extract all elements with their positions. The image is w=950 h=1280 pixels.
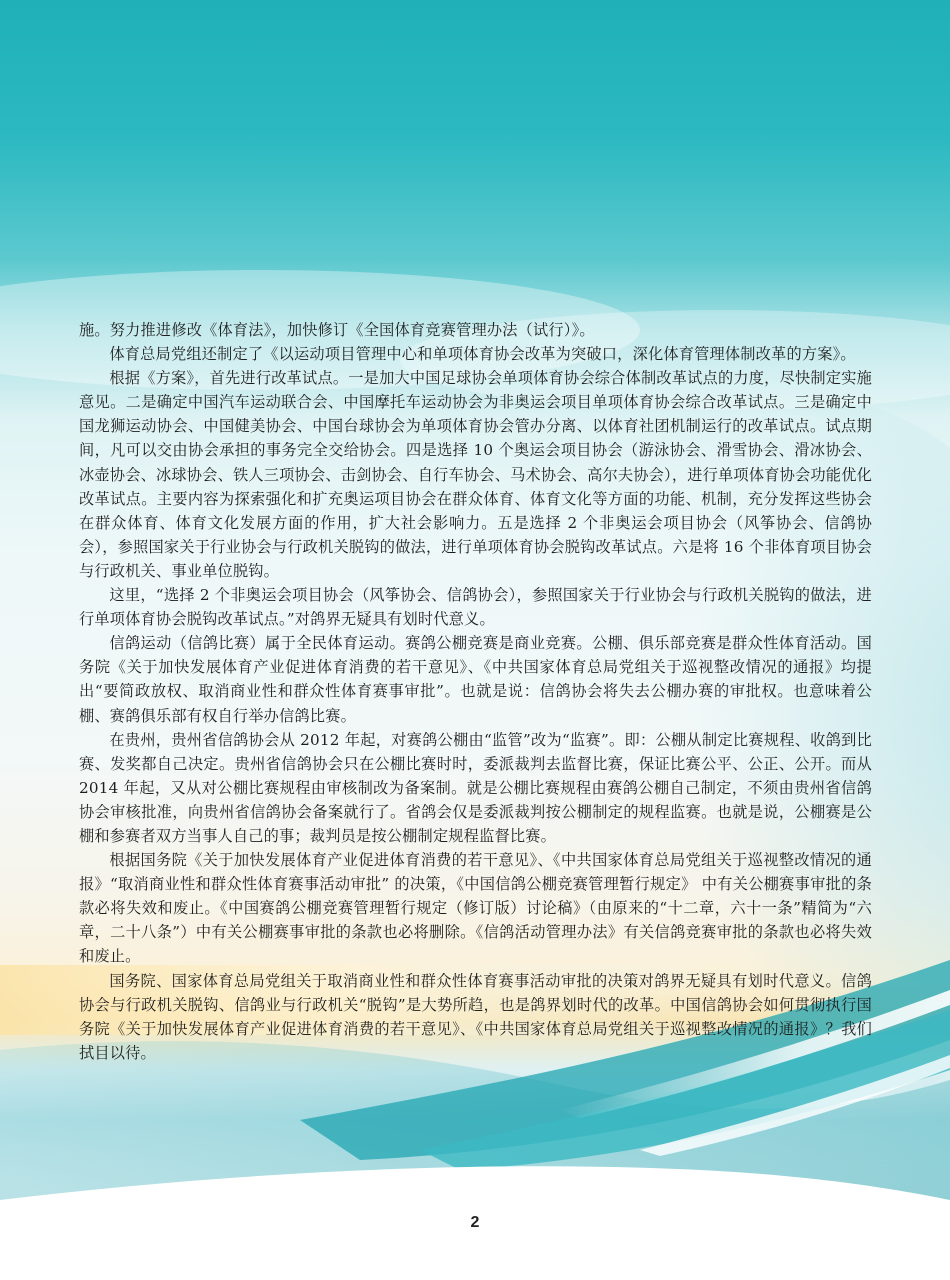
paragraph: 信鸽运动（信鸽比赛）属于全民体育运动。赛鸽公棚竞赛是商业竞赛。公棚、俱乐部竞赛是群众性体育活动。国务院《关于加快发展体育产业促进体育消费的若干意见》、《中共国家体育总局党组关于巡视整改情况的通报》均提出“要简政放权、取消商业性和群众性体育赛事审批”。也就是说：信鸽协会将失去公棚办赛的审批权。也意味着公棚、赛鸽俱乐部有权自行举办信鸽比赛。 bbox=[79, 634, 872, 725]
paragraph: 施。努力推进修改《体育法》，加快修订《全国体育竞赛管理办法（试行）》。 bbox=[79, 321, 595, 339]
page-number: 2 bbox=[470, 1214, 480, 1231]
paragraph: 根据国务院《关于加快发展体育产业促进体育消费的若干意见》、《中共国家体育总局党组关于巡视整改情况的通报》“取消商业性和群众性体育赛事活动审批” 的决策，《中国信鸽公棚竞赛管理暂行规定》 中有关公棚赛事审批的条款必将失效和废止。《中国赛鸽公棚竞赛管理暂行规定（修订版）讨论稿》（由原来的“十二章，六十一条”精简为“六章，二十八条”）中有关公棚赛事审批的条款也必将删除。《信鸽活动管理办法》有关信鸽竞赛审批的条款也必将失效和废止。 bbox=[79, 851, 872, 966]
paragraph: 体育总局党组还制定了《以运动项目管理中心和单项体育协会改革为突破口，深化体育管理体制改革的方案》。 bbox=[109, 345, 856, 364]
paragraph: 根据《方案》，首先进行改革试点。一是加大中国足球协会单项体育协会综合体制改革试点的力度，尽快制定实施意见。二是确定中国汽车运动联合会、中国摩托车运动协会为非奥运会项目单项体育协会综合改革试点。三是确定中国龙狮运动协会、中国健美协会、中国台球协会为单项体育协会管办分离、以体育社团机制运行的改革试点。试点期间，凡可以交由协会承担的事务完全交给协会。四是选择 10 个奥运会项目协会（游泳协会、滑雪协会、滑冰协会、冰壶协会、冰球协会、铁人三项协会、击剑协会、自行车协会、马术协会、高尔夫协会），进行单项体育协会功能优化改革试点。主要内容为探索强化和扩充奥运项目协会在群众体育、体育文化等方面的功能、机制，充分发挥这些协会在群众体育、体育文化发展方面的作用，扩大社会影响力。五是选择 2 个非奥运会项目协会（风筝协会、信鸽协会），参照国家关于行业协会与行政机关脱钩的做法，进行单项体育协会脱钩改革试点。六是将 16 个非体育项目协会与行政机关、事业单位脱钩。 bbox=[79, 369, 872, 580]
paragraph: 国务院、国家体育总局党组关于取消商业性和群众性体育赛事活动审批的决策对鸽界无疑具有划时代意义。信鸽协会与行政机关脱钩、信鸽业与行政机关“脱钩”是大势所趋，也是鸽界划时代的改革。中国信鸽协会如何贯彻执行国务院《关于加快发展体育产业促进体育消费的若干意见》、《中共国家体育总局党组关于巡视整改情况的通报》？我们拭目以待。 bbox=[79, 971, 872, 1062]
article-body bbox=[79, 318, 872, 1065]
paragraph: 这里，“选择 2 个非奥运会项目协会（风筝协会、信鸽协会），参照国家关于行业协会与行政机关脱钩的做法，进行单项体育协会脱钩改革试点。”对鸽界无疑具有划时代意义。 bbox=[79, 586, 872, 629]
paragraph: 在贵州，贵州省信鸽协会从 2012 年起，对赛鸽公棚由“监管”改为“监赛”。即：公棚从制定比赛规程、收鸽到比赛、发奖都自己决定。贵州省信鸽协会只在公棚比赛时时，委派裁判去监督比赛，保证比赛公平、公正、公开。而从 2014 年起，又从对公棚比赛规程由审核制改为备案制。就是公棚比赛规程由赛鸽公棚自己制定，不须由贵州省信鸽协会审核批准，向贵州省信鸽协会备案就行了。省鸽会仅是委派裁判按公棚制定的规程监赛。也就是说，公棚赛是公棚和参赛者双方当事人自己的事；裁判员是按公棚制定规程监督比赛。 bbox=[79, 730, 872, 845]
